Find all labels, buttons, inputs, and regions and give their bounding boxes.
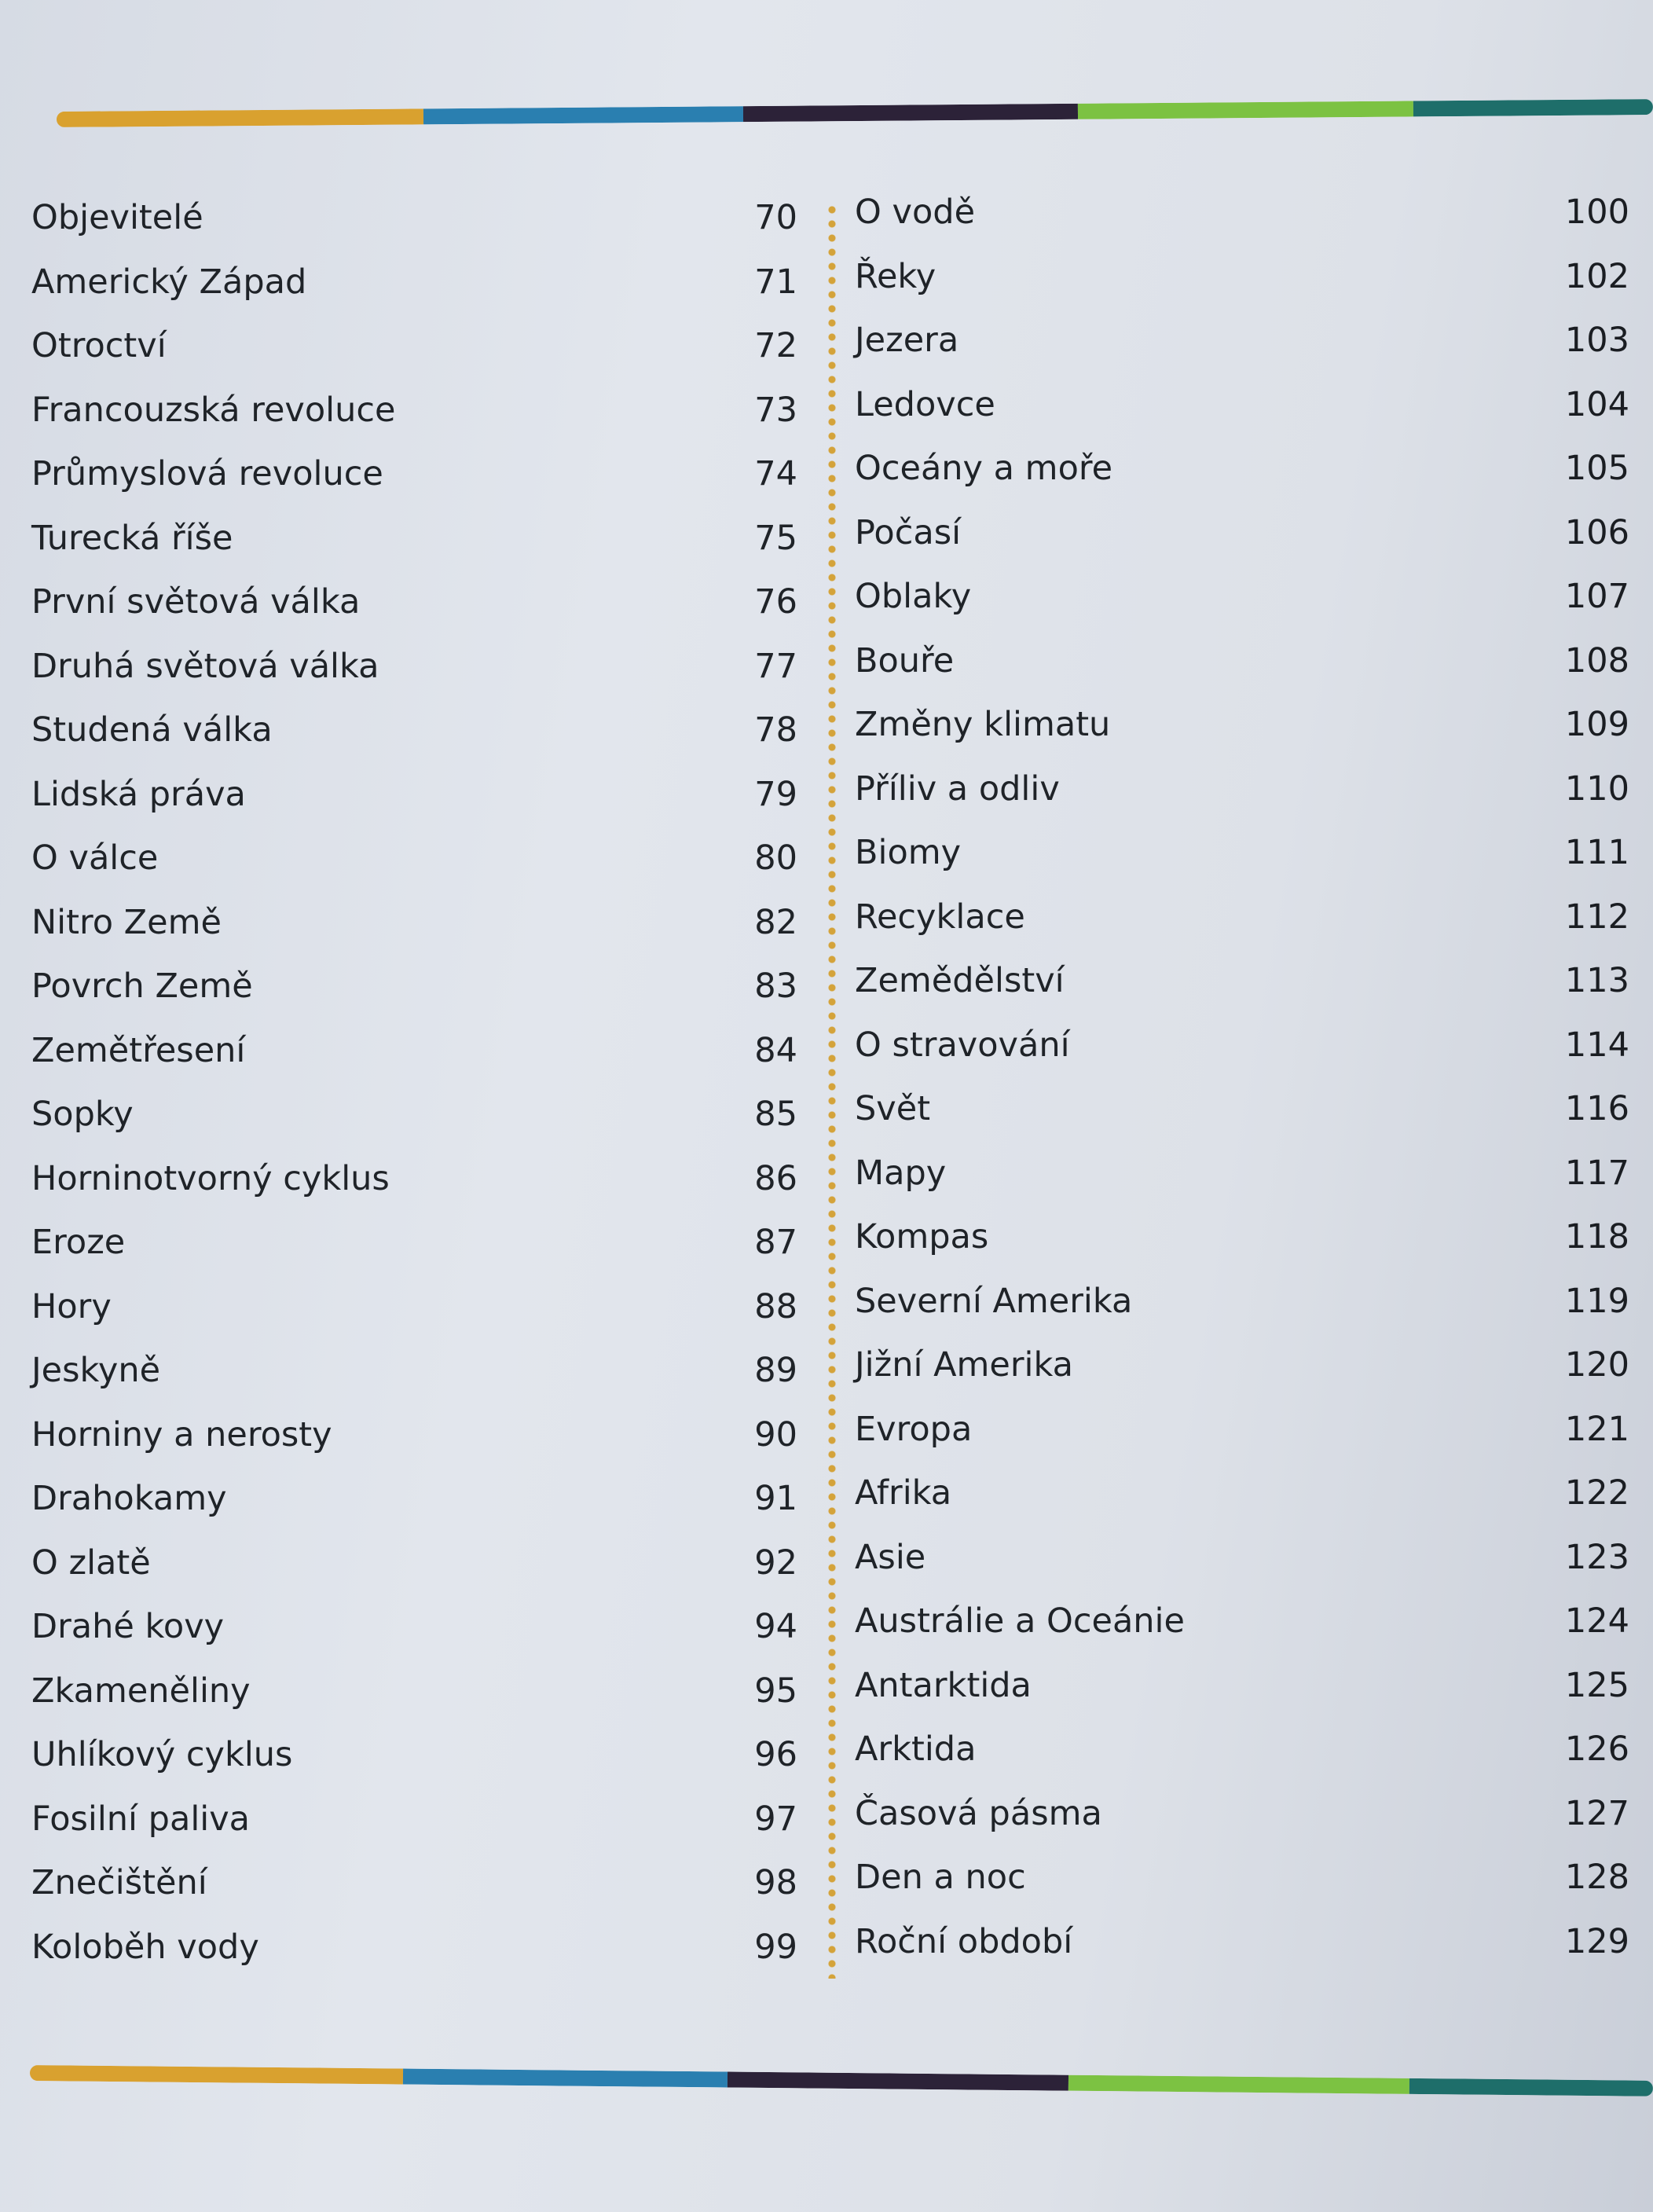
toc-entry-page-number: 109: [1564, 705, 1629, 744]
toc-entry: [855, 1282, 1629, 1346]
toc-entry-title: Uhlíkový cyklus: [31, 1735, 293, 1774]
toc-right-column: [855, 193, 1629, 1986]
toc-entry-title: Povrch Země: [31, 967, 253, 1006]
toc-entry-title: Zkameněliny: [31, 1671, 251, 1711]
toc-entry-page-number: 83: [754, 967, 797, 1006]
toc-entry-page-number: 123: [1564, 1537, 1629, 1577]
toc-entry: [31, 1863, 797, 1928]
toc-entry-title: Fosilní paliva: [31, 1799, 251, 1839]
toc-entry-title: Asie: [855, 1537, 926, 1577]
toc-entry-title: Antarktida: [855, 1665, 1032, 1705]
toc-entry: [855, 1473, 1629, 1538]
toc-entry-title: Lidská práva: [31, 774, 246, 814]
toc-entry-page-number: 95: [754, 1671, 797, 1711]
toc-entry-page-number: 107: [1564, 577, 1629, 616]
toc-entry: [855, 257, 1629, 321]
toc-entry-title: Nitro Země: [31, 902, 222, 942]
toc-entry-page-number: 116: [1564, 1089, 1629, 1128]
toc-entry-page-number: 89: [754, 1351, 797, 1390]
toc-entry-title: Biomy: [855, 833, 962, 872]
toc-entry-page-number: 74: [754, 454, 797, 493]
toc-entry-page-number: 124: [1564, 1601, 1629, 1641]
toc-entry: [31, 1543, 797, 1608]
toc-entry: [855, 1922, 1629, 1986]
toc-entry: [855, 897, 1629, 962]
toc-entry: [855, 1089, 1629, 1154]
toc-entry-page-number: 100: [1564, 193, 1629, 232]
toc-entry-title: První světová válka: [31, 582, 361, 622]
toc-entry-page-number: 94: [754, 1607, 797, 1646]
toc-entry-page-number: 120: [1564, 1345, 1629, 1385]
bar-segment-green: [1078, 101, 1413, 119]
toc-entry: [855, 577, 1629, 641]
toc-entry: [31, 775, 797, 839]
toc-entry-title: Hory: [31, 1286, 112, 1326]
toc-entry-title: Recyklace: [855, 897, 1025, 937]
toc-entry: [31, 519, 797, 583]
toc-entry-page-number: 96: [754, 1735, 797, 1774]
toc-entry: [31, 1095, 797, 1159]
toc-entry-title: Jezera: [855, 321, 959, 360]
toc-entry-page-number: 119: [1564, 1281, 1629, 1321]
toc-entry-title: Afrika: [855, 1473, 952, 1513]
toc-entry-page-number: 91: [754, 1479, 797, 1518]
toc-entry-title: Ledovce: [855, 384, 995, 424]
toc-entry: [855, 1345, 1629, 1410]
bar-segment-gold: [57, 108, 424, 127]
bar-segment-green: [1068, 2075, 1409, 2094]
toc-entry: [31, 454, 797, 519]
toc-entry: [855, 769, 1629, 834]
toc-entry: [855, 385, 1629, 449]
toc-entry: [31, 1415, 797, 1480]
toc-entry: [855, 1730, 1629, 1794]
toc-entry-title: Bouře: [855, 640, 955, 680]
toc-entry: [31, 1671, 797, 1736]
toc-entry: [31, 1287, 797, 1352]
toc-entry-page-number: 113: [1564, 961, 1629, 1000]
toc-entry: [31, 198, 797, 262]
toc-entry-page-number: 97: [754, 1799, 797, 1839]
toc-entry: [31, 1607, 797, 1671]
toc-entry: [31, 1031, 797, 1095]
toc-entry-title: Americký Západ: [31, 262, 307, 302]
toc-entry: [855, 1025, 1629, 1090]
toc-entry-title: Jižní Amerika: [855, 1345, 1073, 1385]
toc-entry-page-number: 103: [1564, 321, 1629, 360]
toc-entry: [855, 449, 1629, 513]
toc-entry-title: Řeky: [855, 256, 936, 296]
toc-entry-page-number: 85: [754, 1095, 797, 1134]
toc-entry-title: Arktida: [855, 1730, 977, 1769]
toc-entry: [855, 193, 1629, 257]
toc-entry-page-number: 128: [1564, 1858, 1629, 1897]
toc-entry-page-number: 125: [1564, 1665, 1629, 1705]
toc-entry-page-number: 106: [1564, 512, 1629, 552]
toc-entry: [31, 1479, 797, 1543]
top-color-bar: [57, 99, 1653, 127]
toc-entry-page-number: 80: [754, 838, 797, 878]
toc-entry-title: Francouzská revoluce: [31, 390, 396, 430]
toc-entry: [855, 1217, 1629, 1282]
toc-entry-title: Příliv a odliv: [855, 769, 1060, 809]
toc-entry-title: Objevitelé: [31, 198, 203, 237]
toc-entry-page-number: 92: [754, 1543, 797, 1583]
bar-segment-teal: [1413, 99, 1653, 116]
toc-entry-title: Horninotvorný cyklus: [31, 1158, 390, 1198]
toc-entry-page-number: 76: [754, 582, 797, 622]
toc-entry-title: Koloběh vody: [31, 1927, 259, 1967]
toc-entry-page-number: 110: [1564, 769, 1629, 809]
bar-segment-gold: [30, 2065, 403, 2085]
toc-entry-page-number: 78: [754, 710, 797, 750]
toc-entry: [855, 1154, 1629, 1218]
toc-entry-page-number: 77: [754, 646, 797, 686]
toc-entry-title: Horniny a nerosty: [31, 1414, 332, 1454]
bar-segment-dark: [728, 2072, 1068, 2091]
toc-entry-title: Časová pásma: [855, 1793, 1102, 1833]
toc-entry-title: Zemědělství: [855, 961, 1065, 1000]
toc-entry-page-number: 105: [1564, 449, 1629, 488]
toc-entry-page-number: 127: [1564, 1793, 1629, 1833]
toc-entry: [31, 1159, 797, 1223]
toc-entry-page-number: 118: [1564, 1217, 1629, 1256]
toc-entry-title: Severní Amerika: [855, 1281, 1133, 1321]
toc-entry: [31, 1351, 797, 1415]
toc-entry-page-number: 86: [754, 1158, 797, 1198]
bar-segment-blue: [423, 106, 743, 124]
toc-entry-page-number: 98: [754, 1863, 797, 1902]
toc-entry-title: Austrálie a Oceánie: [855, 1601, 1185, 1641]
toc-entry-title: Eroze: [31, 1223, 126, 1262]
toc-entry-page-number: 84: [754, 1030, 797, 1070]
toc-entry-title: Studená válka: [31, 710, 273, 750]
toc-entry: [31, 326, 797, 391]
bar-segment-dark: [743, 104, 1079, 122]
toc-entry-title: Počasí: [855, 512, 962, 552]
toc-entry-page-number: 90: [754, 1414, 797, 1454]
toc-entry: [855, 1538, 1629, 1602]
toc-entry-title: O zlatě: [31, 1543, 151, 1583]
toc-entry: [855, 1794, 1629, 1858]
toc-entry-page-number: 73: [754, 390, 797, 430]
toc-entry-page-number: 111: [1564, 833, 1629, 872]
toc-entry: [31, 582, 797, 647]
toc-entry-page-number: 87: [754, 1223, 797, 1262]
toc-entry: [855, 1858, 1629, 1922]
toc-entry-page-number: 104: [1564, 384, 1629, 424]
toc-entry-page-number: 70: [754, 198, 797, 237]
toc-entry-page-number: 79: [754, 774, 797, 814]
toc-entry-title: Průmyslová revoluce: [31, 454, 383, 493]
toc-entry: [31, 1928, 797, 1992]
toc-entry-page-number: 102: [1564, 256, 1629, 296]
toc-entry-title: Drahé kovy: [31, 1607, 225, 1646]
toc-entry-title: O stravování: [855, 1025, 1070, 1065]
toc-entry-page-number: 71: [754, 262, 797, 302]
toc-entry-title: Svět: [855, 1089, 931, 1128]
toc-entry-page-number: 117: [1564, 1153, 1629, 1193]
toc-entry-page-number: 112: [1564, 897, 1629, 937]
toc-entry-page-number: 108: [1564, 640, 1629, 680]
toc-entry-title: O válce: [31, 838, 159, 878]
toc-entry-page-number: 126: [1564, 1730, 1629, 1769]
toc-entry: [855, 641, 1629, 706]
toc-entry-title: Oblaky: [855, 577, 972, 616]
toc-entry-title: Mapy: [855, 1153, 947, 1193]
toc-entry-page-number: 129: [1564, 1921, 1629, 1961]
bar-segment-teal: [1409, 2078, 1653, 2096]
toc-left-column: [31, 198, 797, 1991]
toc-entry-page-number: 72: [754, 326, 797, 365]
toc-entry-title: Turecká říše: [31, 518, 233, 558]
toc-entry-title: Otroctví: [31, 326, 167, 365]
toc-entry-title: Změny klimatu: [855, 705, 1111, 744]
toc-entry: [855, 513, 1629, 578]
toc-entry-title: O vodě: [855, 193, 976, 232]
toc-entry-page-number: 99: [754, 1927, 797, 1967]
toc-entry-title: Evropa: [855, 1409, 973, 1449]
toc-entry-page-number: 82: [754, 902, 797, 942]
toc-entry-page-number: 114: [1564, 1025, 1629, 1065]
toc-entry: [31, 838, 797, 903]
toc-entry: [31, 1735, 797, 1799]
dotted-divider: [826, 203, 837, 1979]
bottom-color-bar: [30, 2065, 1653, 2096]
toc-entry-page-number: 122: [1564, 1473, 1629, 1513]
toc-entry: [855, 833, 1629, 897]
toc-entry-title: Znečištění: [31, 1863, 207, 1902]
toc-entry: [855, 1666, 1629, 1730]
toc-entry-title: Kompas: [855, 1217, 989, 1256]
toc-entry-title: Oceány a moře: [855, 449, 1113, 488]
toc-entry: [31, 710, 797, 775]
bar-segment-blue: [403, 2069, 728, 2088]
toc-entry: [855, 1601, 1629, 1666]
toc-entry-title: Sopky: [31, 1095, 134, 1134]
toc-entry: [31, 647, 797, 711]
toc-entry: [31, 262, 797, 327]
toc-entry: [855, 961, 1629, 1025]
toc-entry-title: Jeskyně: [31, 1351, 161, 1390]
toc-entry-title: Drahokamy: [31, 1479, 227, 1518]
toc-entry: [855, 705, 1629, 769]
toc-entry-page-number: 88: [754, 1286, 797, 1326]
toc-entry: [855, 1410, 1629, 1474]
toc-entry: [855, 321, 1629, 385]
toc-entry: [31, 1223, 797, 1287]
toc-entry: [31, 967, 797, 1031]
toc-entry-title: Zemětřesení: [31, 1030, 246, 1070]
toc-entry-title: Den a noc: [855, 1858, 1026, 1897]
toc-entry: [31, 903, 797, 967]
toc-entry-page-number: 121: [1564, 1409, 1629, 1449]
toc-entry-title: Druhá světová válka: [31, 646, 379, 686]
toc-entry-page-number: 75: [754, 518, 797, 558]
toc-entry-title: Roční období: [855, 1921, 1073, 1961]
toc-entry: [31, 391, 797, 455]
toc-entry: [31, 1799, 797, 1864]
